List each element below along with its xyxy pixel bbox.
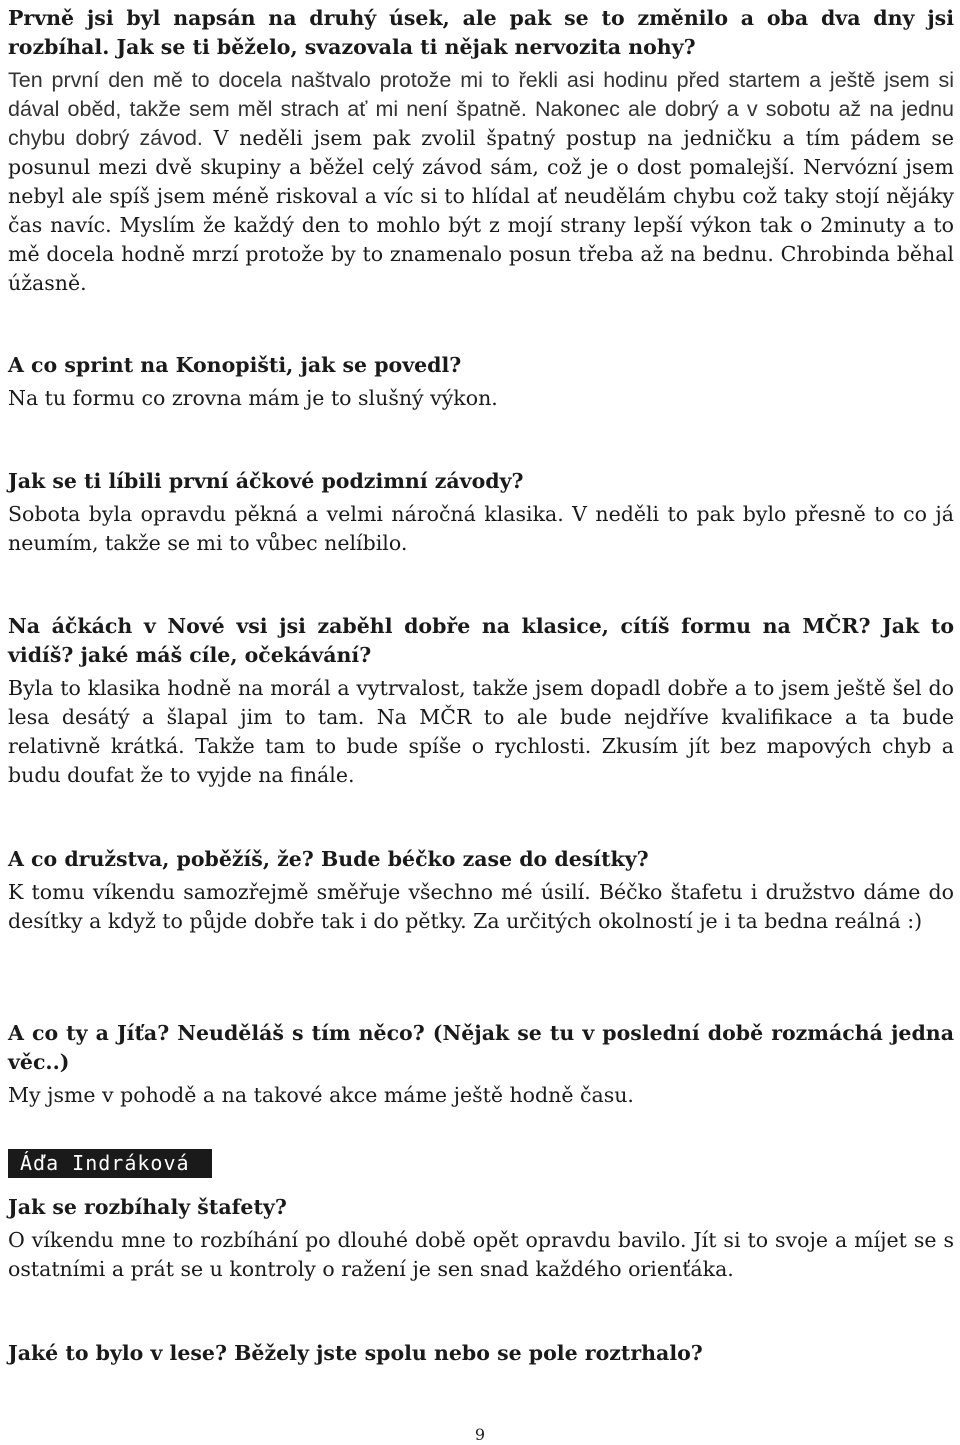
- interview-section-mcr: [8, 612, 954, 790]
- interview-section-first: [8, 4, 954, 298]
- answer-sprint: Na tu formu co zrovna mám je to slušný výkon.: [8, 386, 498, 410]
- question-mcr: Na áčkách v Nové vsi jsi zaběhl dobře na klasice, cítíš formu na MČR? Jak to vidíš? jaké máš cíle, očekávání?: [8, 614, 954, 667]
- answer-druzstva: K tomu víkendu samozřejmě směřuje všechno mé úsilí. Béčko štafetu i družstvo dáme do desítky a když to půjde dobře tak i do pětky. Za určitých okolností je i ta bedna reálná :): [8, 880, 954, 933]
- question-first-days: Prvně jsi byl napsán na druhý úsek, ale pak se to změnilo a oba dva dny jsi rozbíhal. Jak se ti běželo, svazovala ti nějak nervozita nohy?: [8, 6, 954, 59]
- answer-jita: My jsme v pohodě a na takové akce máme ještě hodně času.: [8, 1083, 634, 1107]
- page-number: 9: [474, 1425, 486, 1444]
- answer-mcr: Byla to klasika hodně na morál a vytrvalost, takže jsem dopadl dobře a to jsem ještě šel do lesa desátý a šlapal jim to tam. Na MČR to ale bude nejdříve kvalifikace a ta bude relativně krátká. Takže tam to bude spíše o rychlosti. Zkusím jít bez mapových chyb a budu doufat že to vyjde na finále.: [8, 676, 954, 787]
- interview-section-acko: [8, 467, 954, 558]
- interview-section-stafety: [8, 1193, 954, 1284]
- interview-section-druzstva: [8, 845, 954, 936]
- question-druzstva: A co družstva, poběžíš, že? Bude béčko zase do desítky?: [8, 847, 649, 871]
- answer-stafety: O víkendu mne to rozbíhání po dlouhé době opět opravdu bavilo. Jít si to svoje a míjet se s ostatními a prát se u kontroly o ražení je sen snad každého orienťáka.: [8, 1228, 954, 1281]
- question-stafety: Jak se rozbíhaly štafety?: [8, 1195, 287, 1219]
- interview-section-les: [8, 1339, 954, 1368]
- question-acko: Jak se ti líbili první áčkové podzimní závody?: [8, 469, 524, 493]
- answer-first-days: [8, 66, 954, 298]
- answer-first-days-sans-part: Ten první den mě to docela naštvalo protože mi to řekli asi hodinu před startem a ještě jsem si dával oběd, takže sem měl strach ať mi není špatně. Nakonec ale dobrý a v sobotu až na jednu chybu dobrý závod.: [8, 68, 954, 150]
- interview-section-sprint: [8, 351, 954, 413]
- interviewee-name-badge: Áďa Indráková: [8, 1149, 212, 1178]
- interview-section-jita: [8, 1019, 954, 1110]
- answer-first-days-serif-part: V neděli jsem pak zvolil špatný postup na jedničku a tím pádem se posunul mezi dvě skupiny a běžel celý závod sám, což je o dost pomalejší. Nervózní jsem nebyl ale spíš jsem méně riskoval a víc si to hlídal ať neudělám chybu což taky stojí nějáky čas navíc. Myslím že každý den to mohlo být z mojí strany lepší výkon tak o 2minuty a to mě docela hodně mrzí protože by to znamenalo posun třeba až na bednu. Chrobinda běhal úžasně.: [8, 126, 954, 295]
- question-les: Jaké to bylo v lese? Běžely jste spolu nebo se pole roztrhalo?: [8, 1341, 703, 1365]
- answer-acko: Sobota byla opravdu pěkná a velmi náročná klasika. V neděli to pak bylo přesně to co já neumím, takže se mi to vůbec nelíbilo.: [8, 502, 954, 555]
- question-jita: A co ty a Jíťa? Neuděláš s tím něco? (Nějak se tu v poslední době rozmáchá jedna věc..): [8, 1021, 954, 1074]
- question-sprint: A co sprint na Konopišti, jak se povedl?: [8, 353, 462, 377]
